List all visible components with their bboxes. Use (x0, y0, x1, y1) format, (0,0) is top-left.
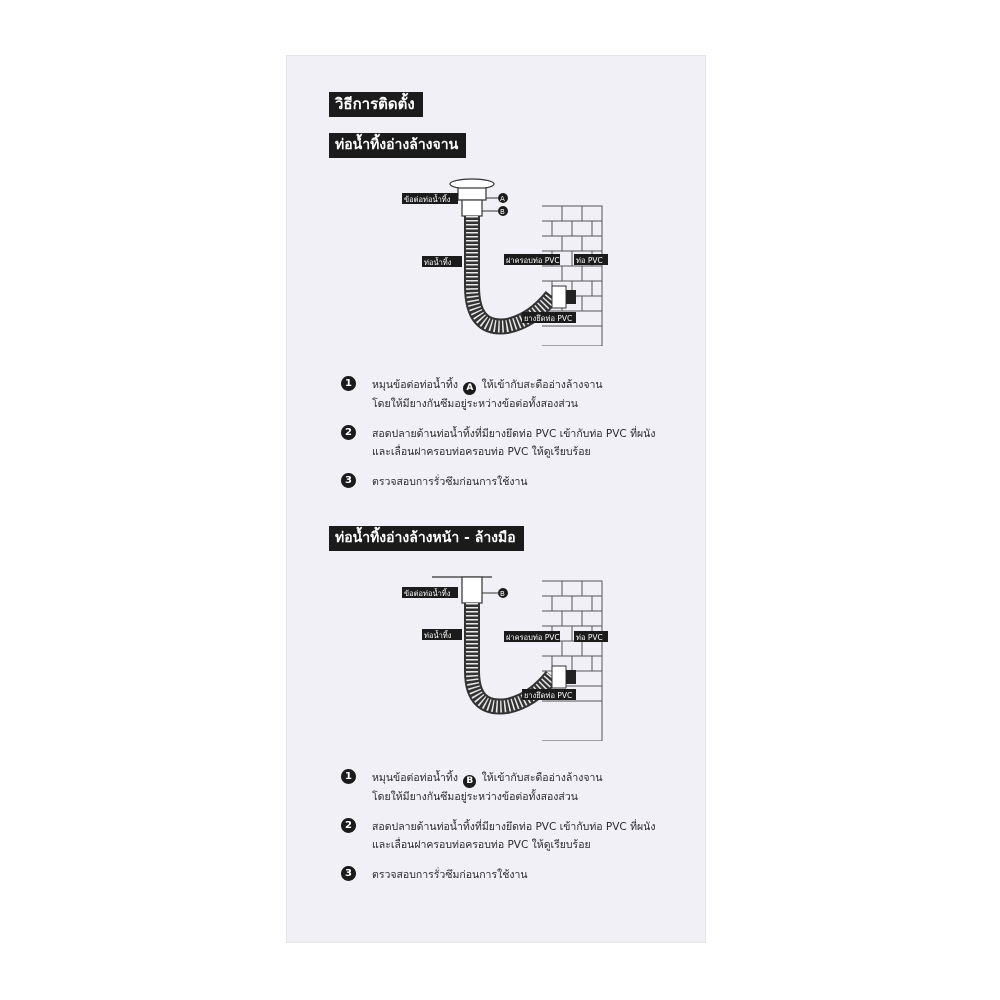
step-number-badge: 1 (341, 769, 356, 784)
svg-text:ท่อ PVC: ท่อ PVC (576, 633, 603, 642)
step-text: และเลื่อนฝาครอบท่อครอบท่อ PVC ให้ดูเรียบร้อย (372, 446, 591, 458)
wash-basin-drain-diagram (402, 571, 642, 741)
label-rubber (522, 312, 576, 323)
wash-basin-steps (345, 769, 699, 896)
svg-text:ยางยึดท่อ PVC: ยางยึดท่อ PVC (524, 314, 573, 323)
svg-text:B: B (500, 208, 505, 216)
step-text: โดยให้มียางกันซึมอยู่ระหว่างข้อต่อทั้งสองส่วน (372, 398, 578, 410)
step-text: ตรวจสอบการรั่วซึมก่อนการใช้งาน (372, 476, 528, 488)
step-text: สอดปลายด้านท่อน้ำทิ้งที่มียางยึดท่อ PVC เข้ากับท่อ PVC ที่ผนัง (372, 428, 656, 440)
kitchen-sink-steps (345, 376, 699, 503)
label-pvc (574, 254, 608, 265)
svg-text:ข้อต่อท่อน้ำทิ้ง: ข้อต่อท่อน้ำทิ้ง (404, 195, 451, 204)
instruction-sheet (287, 56, 705, 942)
flexible-drain-hose (472, 216, 552, 327)
marker-badge: A (463, 382, 476, 395)
svg-text:ข้อต่อท่อน้ำทิ้ง: ข้อต่อท่อน้ำทิ้ง (404, 589, 451, 598)
step-item (345, 376, 699, 413)
page-title: วิธีการติดตั้ง (329, 92, 423, 117)
label-cover (504, 631, 560, 642)
step-item (345, 473, 699, 491)
label-pipe (422, 256, 462, 267)
label-connector (402, 587, 458, 598)
brick-wall (542, 581, 602, 741)
svg-text:ท่อน้ำทิ้ง: ท่อน้ำทิ้ง (424, 631, 452, 640)
step-text: และเลื่อนฝาครอบท่อครอบท่อ PVC ให้ดูเรียบร้อย (372, 839, 591, 851)
step-item (345, 769, 699, 806)
step-number-badge: 2 (341, 425, 356, 440)
step-text: หมุนข้อต่อท่อน้ำทิ้ง (372, 379, 458, 391)
step-number-badge: 3 (341, 473, 356, 488)
step-text: โดยให้มียางกันซึมอยู่ระหว่างข้อต่อทั้งสองส่วน (372, 791, 578, 803)
step-number-badge: 3 (341, 866, 356, 881)
svg-text:ท่อน้ำทิ้ง: ท่อน้ำทิ้ง (424, 258, 452, 267)
svg-text:ยางยึดท่อ PVC: ยางยึดท่อ PVC (524, 691, 573, 700)
svg-text:B: B (500, 590, 505, 598)
step-item (345, 866, 699, 884)
marker-b (482, 588, 508, 598)
svg-text:ฝาครอบท่อ PVC: ฝาครอบท่อ PVC (506, 633, 560, 642)
step-item (345, 425, 699, 461)
step-number-badge: 1 (341, 376, 356, 391)
step-number-badge: 2 (341, 818, 356, 833)
svg-text:ท่อ PVC: ท่อ PVC (576, 256, 603, 265)
label-rubber (522, 689, 576, 700)
label-cover (504, 254, 560, 265)
label-connector (402, 193, 458, 204)
step-text: ให้เข้ากับสะดืออ่างล้างจาน (481, 772, 603, 784)
svg-text:A: A (500, 195, 505, 203)
svg-text:ฝาครอบท่อ PVC: ฝาครอบท่อ PVC (506, 256, 560, 265)
marker-b (482, 206, 508, 216)
kitchen-sink-drain-diagram (402, 176, 642, 346)
step-text: ให้เข้ากับสะดืออ่างล้างจาน (481, 379, 603, 391)
step-text: สอดปลายด้านท่อน้ำทิ้งที่มียางยึดท่อ PVC เข้ากับท่อ PVC ที่ผนัง (372, 821, 656, 833)
label-pipe (422, 629, 462, 640)
marker-badge: B (463, 775, 476, 788)
step-text: หมุนข้อต่อท่อน้ำทิ้ง (372, 772, 458, 784)
label-pvc (574, 631, 608, 642)
section-heading-kitchen-sink: ท่อน้ำทิ้งอ่างล้างจาน (329, 133, 466, 158)
marker-a (486, 193, 508, 203)
step-text: ตรวจสอบการรั่วซึมก่อนการใช้งาน (372, 869, 528, 881)
section-heading-wash-basin: ท่อน้ำทิ้งอ่างล้างหน้า - ล้างมือ (329, 526, 524, 551)
brick-wall (542, 206, 602, 346)
step-item (345, 818, 699, 854)
